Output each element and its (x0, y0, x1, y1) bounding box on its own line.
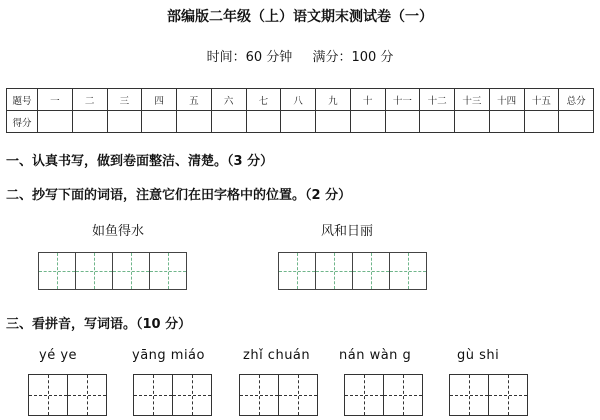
grid-cell[interactable] (345, 375, 384, 415)
pinyin-3: zhǐ chuán (243, 348, 311, 363)
score-row (7, 111, 594, 133)
score-input-cell[interactable] (177, 111, 212, 133)
score-table (6, 88, 594, 133)
pinyin-2: yāng miáo (132, 348, 205, 363)
table-cell: 三 (107, 89, 142, 111)
grid-cell[interactable] (353, 253, 390, 289)
answer-grid-5[interactable] (449, 374, 528, 416)
grid-cell[interactable] (150, 253, 186, 289)
grid-cell[interactable] (29, 375, 68, 415)
score-input-cell[interactable] (211, 111, 246, 133)
answer-grid-3[interactable] (239, 374, 318, 416)
table-cell: 九 (316, 89, 351, 111)
table-cell: 二 (72, 89, 107, 111)
grid-cell[interactable] (450, 375, 489, 415)
score-input-cell[interactable] (38, 111, 73, 133)
grid-cell[interactable] (384, 375, 422, 415)
score-input-cell[interactable] (72, 111, 107, 133)
table-cell: 十一 (385, 89, 420, 111)
table-cell: 十四 (489, 89, 524, 111)
grid-cell[interactable] (279, 253, 316, 289)
answer-grid-2[interactable] (133, 374, 212, 416)
score-input-cell[interactable] (489, 111, 524, 133)
section-3-heading: 三、看拼音，写词语。（10 分） (6, 317, 192, 332)
grid-cell[interactable] (113, 253, 150, 289)
table-cell: 八 (281, 89, 316, 111)
table-cell: 得分 (7, 111, 38, 133)
copy-word-1: 如鱼得水 (92, 224, 145, 239)
section-2-heading: 二、抄写下面的词语，注意它们在田字格中的位置。（2 分） (6, 188, 352, 203)
grid-cell[interactable] (134, 375, 173, 415)
table-cell: 十 (350, 89, 385, 111)
score-input-cell[interactable] (246, 111, 281, 133)
full-score: 满分：100 分 (312, 50, 394, 65)
pinyin-4: nán wàn g (339, 348, 412, 363)
table-cell: 十五 (524, 89, 559, 111)
table-cell: 一 (38, 89, 73, 111)
answer-grid-4[interactable] (344, 374, 423, 416)
grid-cell[interactable] (68, 375, 106, 415)
grid-cell[interactable] (76, 253, 113, 289)
score-input-cell[interactable] (316, 111, 351, 133)
score-input-cell[interactable] (455, 111, 490, 133)
tian-grid-2[interactable] (278, 252, 427, 290)
score-input-cell[interactable] (281, 111, 316, 133)
exam-info (0, 46, 600, 65)
score-input-cell[interactable] (524, 111, 559, 133)
score-input-cell[interactable] (107, 111, 142, 133)
score-input-cell[interactable] (559, 111, 594, 133)
grid-cell[interactable] (316, 253, 353, 289)
table-cell: 四 (142, 89, 177, 111)
score-input-cell[interactable] (385, 111, 420, 133)
grid-cell[interactable] (390, 253, 426, 289)
score-input-cell[interactable] (142, 111, 177, 133)
table-cell: 五 (177, 89, 212, 111)
question-number-row (7, 89, 594, 111)
table-cell: 七 (246, 89, 281, 111)
grid-cell[interactable] (240, 375, 279, 415)
tian-grid-1[interactable] (38, 252, 187, 290)
pinyin-5: gù shi (457, 348, 500, 363)
answer-grid-1[interactable] (28, 374, 107, 416)
exam-title: 部编版二年级（上）语文期末测试卷（一） (167, 9, 433, 25)
table-cell: 十二 (420, 89, 455, 111)
time-limit: 时间：60 分钟 (206, 50, 293, 65)
grid-cell[interactable] (173, 375, 211, 415)
table-cell: 六 (211, 89, 246, 111)
table-cell: 总分 (559, 89, 594, 111)
grid-cell[interactable] (39, 253, 76, 289)
table-cell: 题号 (7, 89, 38, 111)
section-1-heading: 一、认真书写，做到卷面整洁、清楚。（3 分） (6, 154, 274, 169)
copy-word-2: 风和日丽 (321, 224, 374, 239)
grid-cell[interactable] (489, 375, 527, 415)
score-input-cell[interactable] (350, 111, 385, 133)
grid-cell[interactable] (279, 375, 317, 415)
pinyin-1: yé ye (39, 348, 78, 363)
score-input-cell[interactable] (420, 111, 455, 133)
table-cell: 十三 (455, 89, 490, 111)
